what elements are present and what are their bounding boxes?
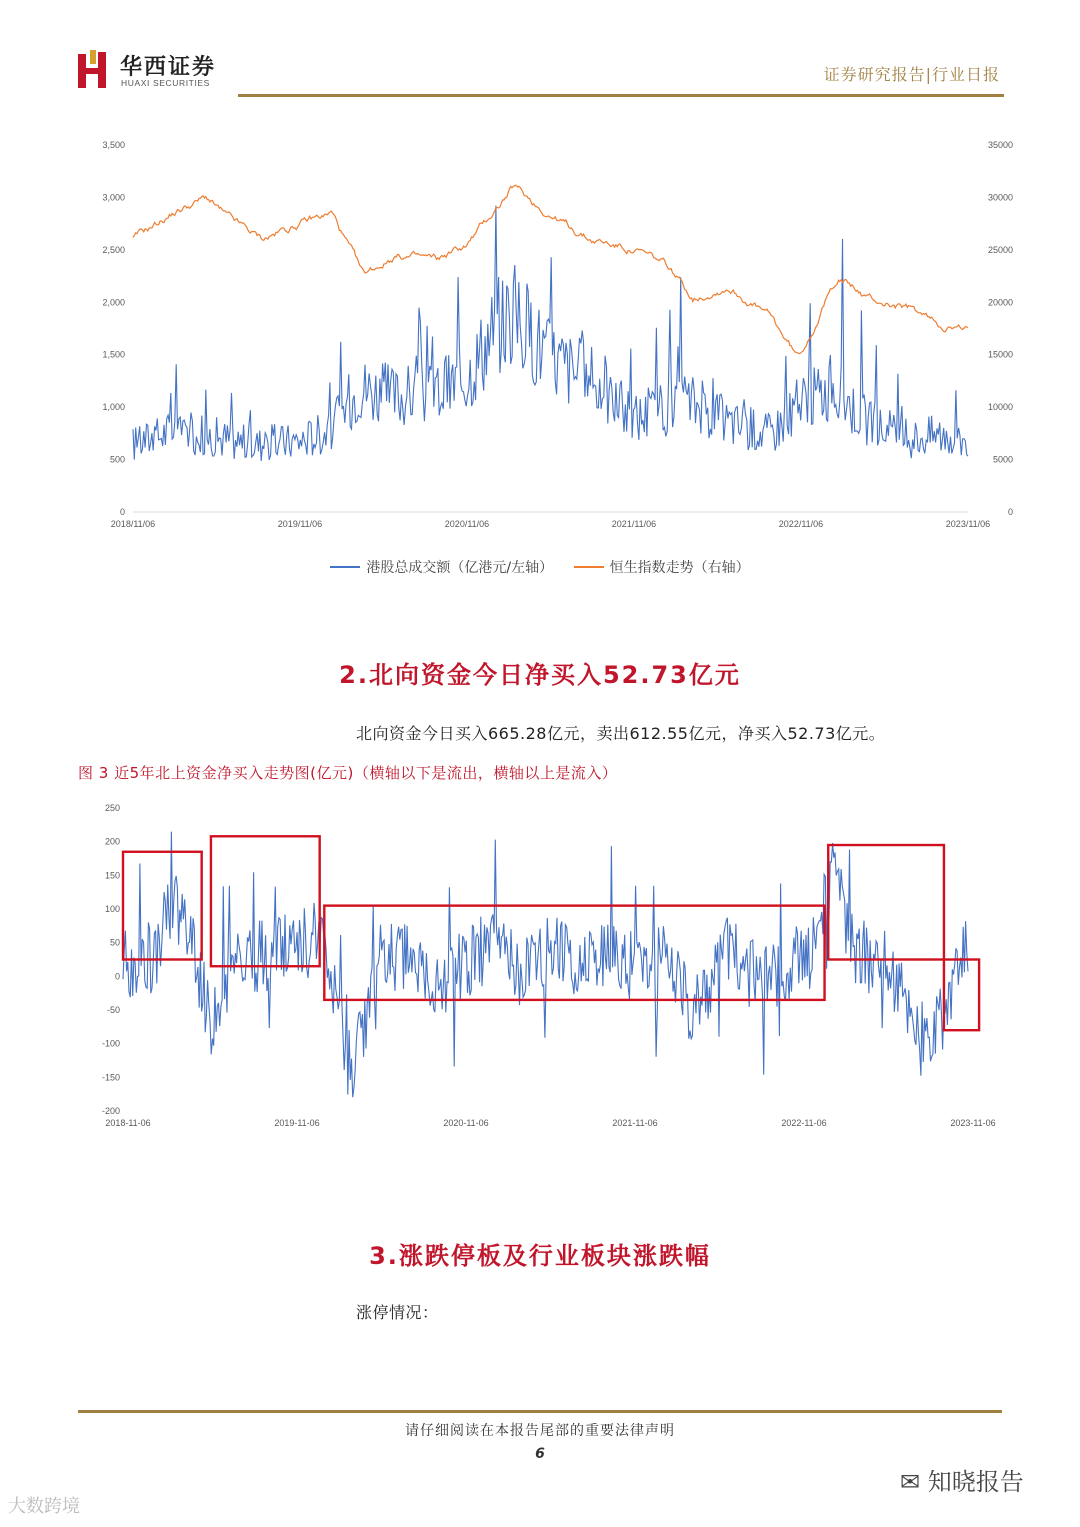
legend-swatch-turnover [330, 566, 360, 568]
northbound-flow-chart [78, 795, 1018, 1140]
chart1-x-tick-label: 2020/11/06 [444, 519, 490, 529]
figure3-caption: 图 3 近5年北上资金净买入走势图(亿元)（横轴以下是流出，横轴以上是流入） [78, 764, 618, 782]
legend-swatch-hsi [574, 566, 604, 568]
chart1-left-tick-label: 2,000 [102, 297, 125, 308]
chart1-right-tick-label: 5000 [992, 454, 1013, 465]
chart2-y-tick-label: -200 [101, 1106, 120, 1116]
section2-body: 北向资金今日买入665.28亿元，卖出612.55亿元，净买入52.73亿元。 [356, 724, 886, 743]
chart1-right-tick-label: 20000 [987, 297, 1013, 308]
chart2-y-tick-label: -50 [106, 1005, 120, 1015]
chart2-y-tick-label: 150 [104, 870, 120, 881]
logo-name-cn: 华西证券 [120, 55, 217, 80]
section2-title: 2.北向资金今日净买入52.73亿元 [339, 661, 741, 689]
huaxi-logo-icon [78, 50, 112, 90]
chart1-x-tick-label: 2019/11/06 [277, 519, 323, 529]
chart1-left-tick-label: 500 [109, 454, 125, 465]
chart1-right-tick-label: 30000 [987, 192, 1013, 203]
chart2-y-tick-label: 100 [104, 904, 120, 914]
section3-subheading: 涨停情况： [356, 1303, 439, 1322]
chart2-y-tick-label: -100 [101, 1038, 120, 1049]
hk-turnover-hsi-chart [78, 130, 1018, 540]
chart1-legend [0, 556, 1080, 577]
chart2-series-line [123, 832, 968, 1098]
page-number: 6 [535, 1446, 545, 1462]
legend-item-hsi [574, 557, 750, 577]
chart2-y-tick-label: 50 [109, 937, 120, 948]
chart1-left-tick-label: 3,000 [102, 192, 125, 203]
chart1-right-tick-label: 10000 [987, 402, 1013, 413]
chart1-x-tick-label: 2021/11/06 [611, 519, 657, 529]
chart1-right-tick-label: 35000 [987, 140, 1013, 150]
legend-label-turnover: 港股总成交额（亿港元/左轴） [366, 560, 554, 576]
chart1-left-tick-label: 1,500 [102, 349, 125, 360]
chart1-right-tick-label: 15000 [987, 349, 1013, 360]
header-divider [238, 94, 1004, 97]
chart2-x-tick-label: 2022-11-06 [781, 1118, 827, 1128]
report-type: 证券研究报告|行业日报 [823, 65, 1000, 84]
wechat-icon: ✉ [900, 1468, 921, 1496]
chart1-left-tick-label: 0 [119, 507, 125, 517]
logo-name-en: HUAXI SECURITIES [121, 78, 210, 88]
chart1-right-tick-label: 25000 [987, 244, 1013, 255]
chart2-x-tick-label: 2018-11-06 [105, 1118, 151, 1128]
footer-divider [78, 1410, 1002, 1413]
chart2-y-tick-label: 250 [104, 803, 120, 813]
chart1-x-tick-label: 2023/11/06 [945, 519, 991, 529]
chart2-x-tick-label: 2019-11-06 [274, 1118, 320, 1128]
chart2-x-tick-label: 2020-11-06 [443, 1118, 489, 1128]
watermark-left: 大数跨境 [8, 1496, 80, 1517]
chart2-y-tick-label: 0 [114, 971, 120, 982]
chart1-left-tick-label: 1,000 [102, 402, 125, 413]
chart1-left-tick-label: 2,500 [102, 244, 125, 255]
legend-item-turnover [330, 557, 553, 577]
chart2-y-tick-label: 200 [104, 836, 120, 847]
watermark-right-label: 知晓报告 [927, 1468, 1024, 1496]
chart1-right-tick-label: 0 [1007, 507, 1013, 517]
watermark-right [900, 1462, 1024, 1497]
chart2-x-tick-label: 2021-11-06 [612, 1118, 658, 1128]
legend-label-hsi: 恒生指数走势（右轴） [609, 560, 750, 576]
chart2-x-tick-label: 2023-11-06 [950, 1118, 996, 1128]
chart2-y-tick-label: -150 [101, 1072, 120, 1083]
chart1-left-tick-label: 3,500 [102, 140, 125, 150]
chart1-x-tick-label: 2018/11/06 [110, 519, 156, 529]
chart1-series-turnover-line [133, 206, 968, 461]
footer-disclaimer: 请仔细阅读在本报告尾部的重要法律声明 [405, 1423, 675, 1439]
chart1-x-tick-label: 2022/11/06 [778, 519, 824, 529]
section3-title: 3.涨跌停板及行业板块涨跌幅 [369, 1242, 711, 1270]
